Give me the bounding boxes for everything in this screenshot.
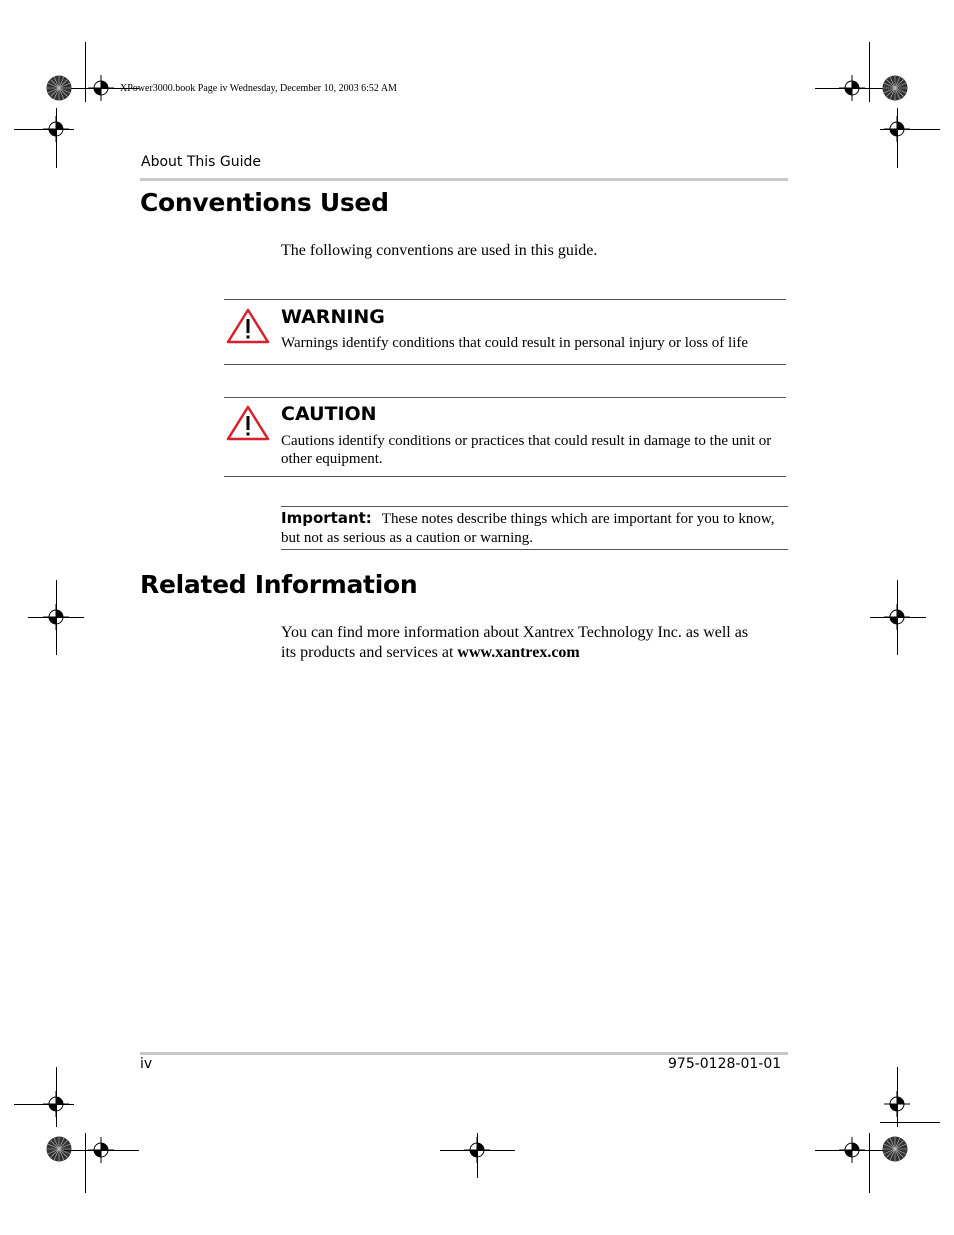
registration-mark-icon [884,1091,910,1117]
caution-text-line2: other equipment. [281,451,383,467]
crop-line [85,1133,86,1193]
color-bar-starburst-icon [882,1136,908,1162]
caution-top-rule [224,397,786,398]
related-text-line2 [281,643,580,663]
footer-rule [140,1052,788,1055]
footer-page-number: iv [140,1056,153,1072]
conventions-intro: The following conventions are used in this guide. [281,242,598,259]
registration-mark-icon [464,1137,490,1163]
crop-line [869,42,870,102]
registration-mark-icon [43,116,69,142]
caution-title: CAUTION [281,403,377,425]
color-bar-starburst-icon [46,75,72,101]
running-head: About This Guide [141,154,262,170]
registration-mark-icon [88,1137,114,1163]
section-heading-related: Related Information [140,570,418,599]
caution-triangle-icon [226,405,270,441]
xantrex-url-link[interactable]: www.xantrex.com [457,644,580,661]
crop-line [869,1133,870,1193]
important-top-rule [281,506,788,507]
warning-top-rule [224,299,786,300]
warning-title: WARNING [281,306,385,328]
crop-line [880,1122,940,1123]
registration-mark-icon [884,604,910,630]
important-text-line1: These notes describe things which are important for you to know, [381,511,775,527]
book-info-slug: XPower3000.book Page iv Wednesday, December 10, 2003 6:52 AM [120,83,397,94]
registration-mark-icon [839,1137,865,1163]
footer-doc-number: 975-0128-01-01 [668,1056,782,1072]
registration-mark-icon [43,1091,69,1117]
color-bar-starburst-icon [882,75,908,101]
section-heading-conventions: Conventions Used [140,188,389,217]
registration-mark-icon [43,604,69,630]
important-label: Important: [281,509,372,527]
header-rule [140,178,788,181]
important-line1 [281,509,774,528]
registration-mark-icon [839,75,865,101]
related-text-prefix: its products and services at [281,644,458,661]
caution-text-line1: Cautions identify conditions or practices that could result in damage to the unit or [281,433,772,449]
warning-triangle-icon [226,308,270,344]
important-bottom-rule [281,549,788,550]
crop-line [85,42,86,102]
registration-mark-icon [884,116,910,142]
caution-bottom-rule [224,476,786,477]
related-text-line1: You can find more information about Xantrex Technology Inc. as well as [281,624,749,641]
warning-text: Warnings identify conditions that could result in personal injury or loss of life [281,335,749,351]
registration-mark-icon [88,75,114,101]
important-text-line2: but not as serious as a caution or warning. [281,530,534,546]
color-bar-starburst-icon [46,1136,72,1162]
warning-bottom-rule [224,364,786,365]
